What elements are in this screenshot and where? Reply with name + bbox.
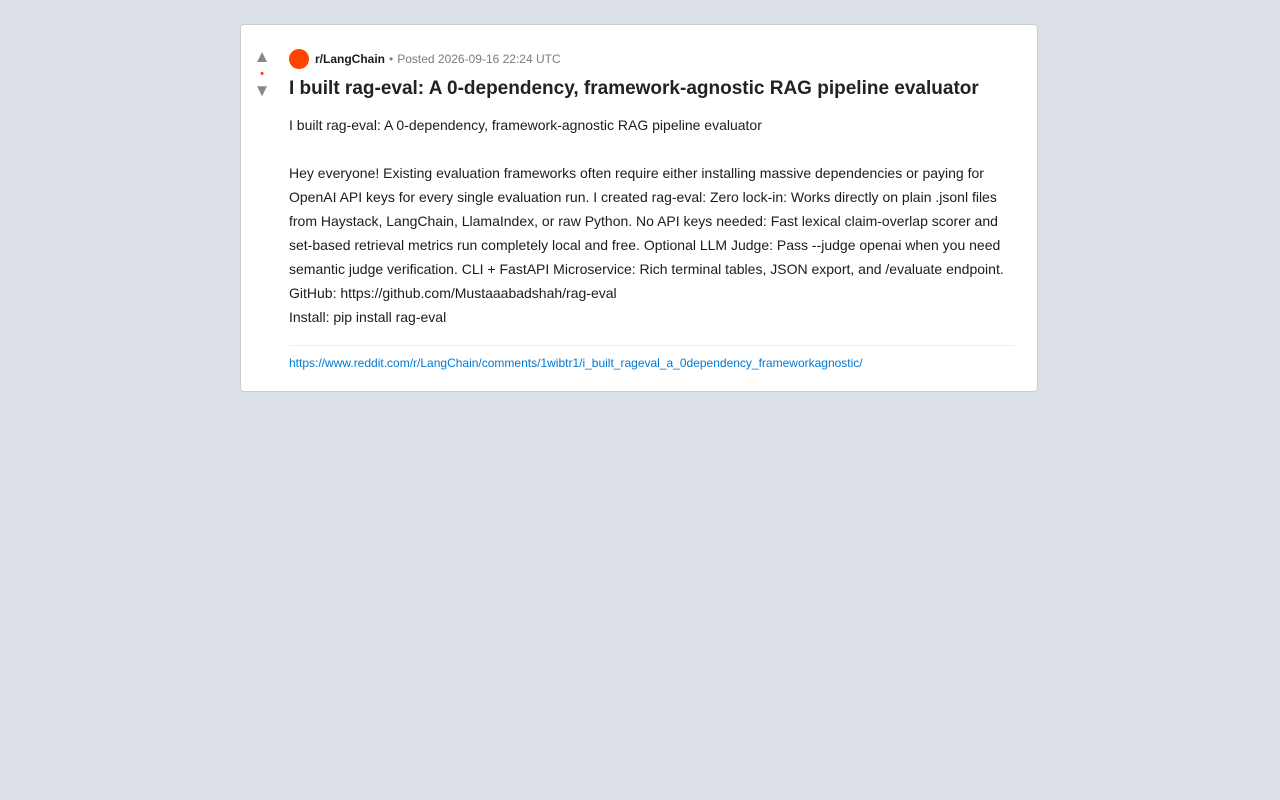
post-permalink[interactable]: https://www.reddit.com/r/LangChain/comments/1wibtr1/i_built_rageval_a_0dependency_frameworkagnostic/ — [289, 356, 863, 370]
post-body-intro: I built rag-eval: A 0-dependency, framework-agnostic RAG pipeline evaluator — [289, 117, 762, 133]
post-body — [289, 113, 1015, 329]
meta-separator: • — [389, 52, 394, 66]
upvote-arrow-icon[interactable]: ▲ — [253, 47, 271, 66]
post-title[interactable]: I built rag-eval: A 0-dependency, framework-agnostic RAG pipeline evaluator — [289, 78, 979, 99]
post-body-paragraph: Hey everyone! Existing evaluation frameworks often require either installing massive dependencies or paying for OpenAI API keys for every single evaluation run. I created rag-eval: Zero lock-in: Works directly on plain .jsonl files from Haystack, LangChain, LlamaIndex, or raw Python. No API keys needed: Fast lexical claim-overlap scorer and set-based retrieval metrics run completely local and free. Optional LLM Judge: Pass --judge openai when you need semantic judge verification. CLI + FastAPI Microservice: Rich terminal tables, JSON export, and /evaluate endpoint. — [289, 165, 1004, 277]
post-card — [240, 24, 1038, 392]
post-meta — [289, 49, 1015, 69]
post-body-install: Install: pip install rag-eval — [289, 309, 447, 325]
subreddit-name[interactable]: r/LangChain — [315, 52, 386, 66]
subreddit-icon[interactable] — [289, 49, 309, 69]
post-body-github: GitHub: https://github.com/Mustaaabadshah/rag-eval — [289, 285, 617, 301]
post-timestamp: Posted 2026-09-16 22:24 UTC — [397, 52, 561, 66]
divider — [289, 345, 1015, 346]
body-spacer — [289, 137, 1015, 161]
post-content — [289, 49, 1015, 372]
vote-column — [241, 47, 283, 101]
downvote-arrow-icon[interactable]: ▼ — [253, 81, 271, 100]
vote-score: • — [260, 68, 264, 80]
